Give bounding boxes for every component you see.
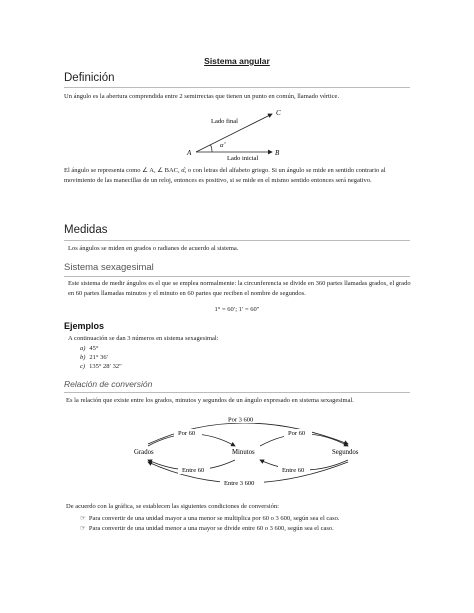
bullet-text: Para convertir de una unidad mayor a una menor se multiplica por 60 o 3 600, según sea el caso. [88, 515, 340, 522]
label-por-60-right: Por 60 [288, 430, 306, 437]
ejemplos-intro: A continuación se dan 3 números en sistema sexagesimal: [68, 335, 219, 342]
list-item [80, 514, 410, 524]
sexagesimal-heading: Sistema sexagesimal [64, 262, 154, 273]
relacion-intro: Es la relación que existe entre los grados, minutos y segundos de un ángulo expresado en sistema sexagesimal. [66, 397, 354, 404]
label-entre-60-right: Entre 60 [282, 467, 305, 474]
page-title: Sistema angular [204, 56, 270, 66]
node-minutos: Minutos [232, 449, 255, 456]
definicion-heading: Definición [64, 72, 115, 84]
angle-arc [211, 145, 213, 152]
point-c-label: C [276, 109, 281, 117]
list-letter: c) [80, 363, 86, 370]
section-divider [64, 392, 410, 393]
relacion-heading: Relación de conversión [64, 379, 153, 389]
list-letter: b) [80, 354, 86, 361]
medidas-heading: Medidas [64, 224, 108, 236]
section-divider [64, 87, 410, 88]
list-item [80, 524, 410, 534]
pointing-hand-icon: ☞ [80, 525, 86, 532]
definicion-body: El ángulo se representa como ∠ A, ∠ BAC, α̂, o con letras del alfabeto griego. Si un ángulo se mide en sentido contrario al movimiento de las manecillas de un reloj, entonces es positivo, si se mide en el mismo sentido entonces será negativo. [64, 167, 386, 184]
bullet-text: Para convertir de una unidad menor a una mayor se divide entre 60 o 3 600, según sea el caso. [88, 525, 334, 532]
conversion-diagram [120, 408, 380, 492]
sexagesimal-body: Este sistema de medir ángulos es el que se emplea normalmente: la circunferencia se divide en 360 partes llamadas grados, el grado en 60 partes llamadas minutos y el minuto en 60 partes que reciben el nombre de segundos. [68, 280, 411, 297]
angle-figure [180, 104, 290, 166]
list-value: 45° [89, 345, 99, 352]
definicion-intro: Un ángulo es la abertura comprendida entre 2 semirrectas que tienen un punto en común, llamado vértice. [64, 93, 340, 100]
ejemplos-heading: Ejemplos [64, 321, 105, 331]
label-entre-60-left: Entre 60 [182, 467, 205, 474]
pointing-hand-icon: ☞ [80, 515, 86, 522]
medidas-intro: Los ángulos se miden en grados o radianes de acuerdo al sistema. [68, 245, 239, 252]
section-divider [64, 276, 410, 277]
sexagesimal-formula: 1° = 60′; 1′ = 60″ [214, 306, 260, 313]
relacion-conclusion: De acuerdo con la gráfica, se establecen las siguientes condiciones de conversión: [66, 503, 279, 510]
label-por-60-left: Por 60 [178, 430, 196, 437]
list-item [80, 362, 122, 372]
point-a-label: A [187, 149, 192, 157]
list-value: 135° 28′ 32″ [89, 363, 122, 370]
node-grados: Grados [134, 449, 154, 456]
node-segundos: Segundos [332, 449, 359, 456]
label-entre-3600: Entre 3 600 [224, 480, 255, 487]
angle-symbol-label: α̂ [220, 142, 224, 149]
label-por-3600: Por 3 600 [228, 416, 254, 424]
point-b-label: B [275, 149, 280, 157]
terminal-side-label: Lado final [211, 118, 238, 125]
list-letter: a) [80, 345, 86, 352]
section-divider [64, 240, 410, 241]
list-value: 21° 36′ [89, 354, 109, 361]
initial-side-label: Lado inicial [227, 155, 259, 162]
